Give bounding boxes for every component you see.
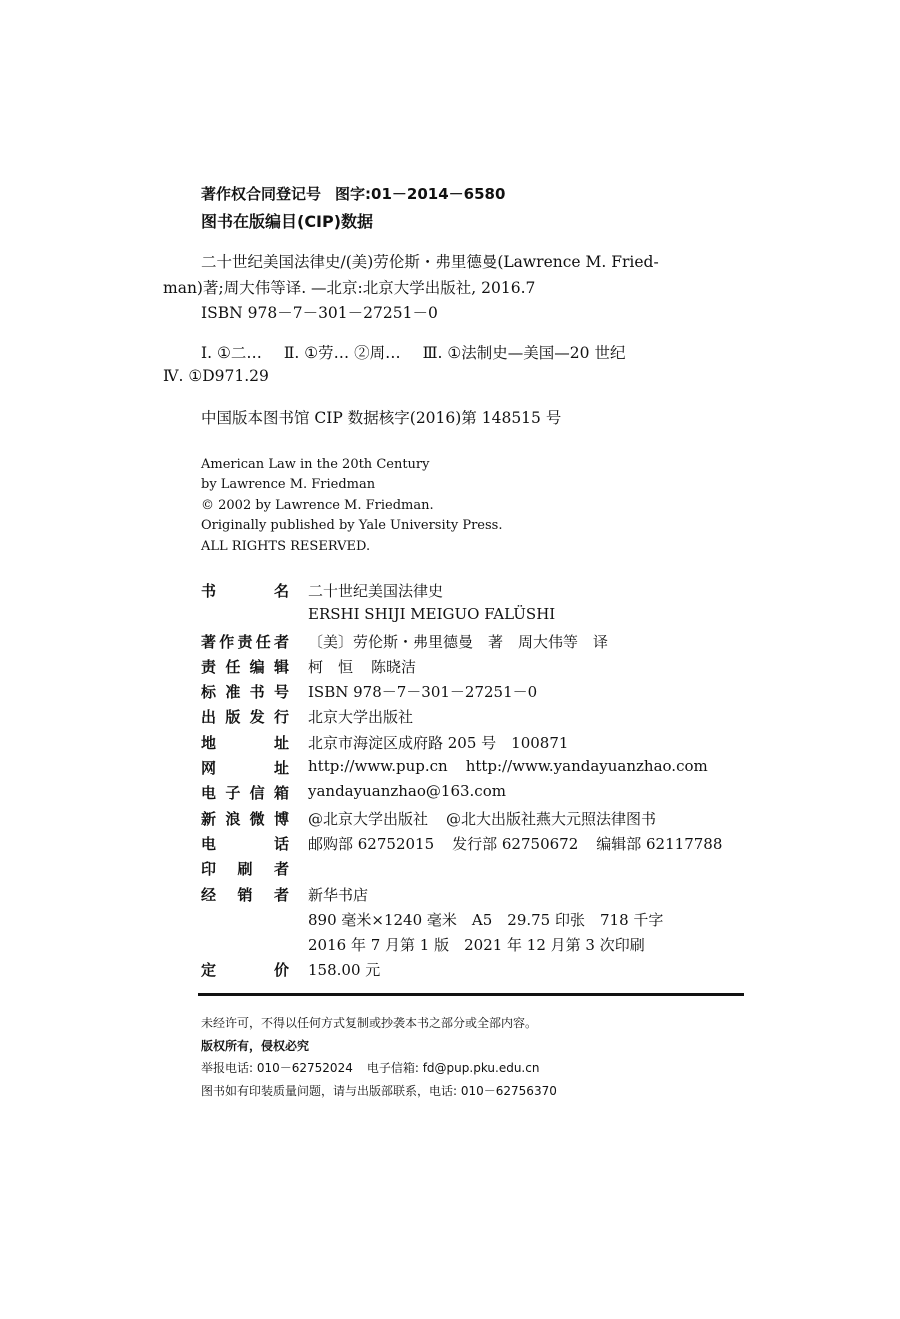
cip-verification: 中国版本图书馆 CIP 数据核字(2016)第 148515 号 — [201, 409, 562, 427]
info-row-price — [201, 959, 761, 984]
phone-label: 电话 — [201, 834, 289, 853]
printer-label: 印刷者 — [201, 860, 289, 879]
registration-label: 著作权合同登记号 — [201, 185, 322, 203]
registration-number: 图字:01－2014－6580 — [335, 185, 506, 203]
phone-1: 邮购部 62752015 — [308, 834, 435, 853]
info-row-publisher — [201, 706, 761, 731]
footer-notices — [201, 1012, 557, 1102]
distributor-value: 新华书店 — [308, 885, 369, 904]
website-link-1: http://www.pup.cn — [308, 757, 448, 776]
publisher-value: 北京大学出版社 — [308, 708, 414, 727]
email-label: 电子信箱 — [201, 784, 289, 803]
cip-isbn: ISBN 978－7－301－27251－0 — [201, 304, 438, 322]
divider-rule — [198, 993, 744, 996]
price-label: 定价 — [201, 961, 289, 980]
info-row-title — [201, 580, 761, 605]
info-row-email — [201, 782, 761, 807]
info-row-distributor — [201, 884, 761, 909]
copyright-registration — [201, 183, 505, 204]
cip-index-1: Ⅰ. ①二… — [201, 344, 262, 362]
footer-notice: 未经许可，不得以任何方式复制或抄袭本书之部分或全部内容。 — [201, 1016, 538, 1030]
editor-2: 陈晓洁 — [371, 657, 417, 676]
website-value — [308, 757, 708, 775]
price-value: 158.00 元 — [308, 961, 381, 980]
cip-index-3: Ⅲ. ①法制史—美国—20 世纪 — [422, 344, 626, 362]
info-row-editor — [201, 656, 761, 681]
editor-value — [308, 656, 416, 677]
english-copyright: © 2002 by Lawrence M. Friedman. — [201, 497, 434, 513]
info-row-website — [201, 757, 761, 782]
info-row-isbn — [201, 681, 761, 706]
email-value: yandayuanzhao@163.com — [308, 782, 506, 801]
english-author: by Lawrence M. Friedman — [201, 477, 376, 493]
address-label: 地址 — [201, 733, 289, 752]
editor-label: 责任编辑 — [201, 657, 289, 676]
weibo-1: @北京大学出版社 — [308, 809, 429, 828]
report-email: 电子信箱: fd@pup.pku.edu.cn — [366, 1061, 540, 1075]
footer-report — [201, 1057, 557, 1080]
cip-heading: 图书在版编目(CIP)数据 — [201, 212, 374, 231]
weibo-value — [308, 808, 656, 829]
editor-1: 柯 恒 — [308, 657, 354, 676]
edition-value: 2016 年 7 月第 1 版 2021 年 12 月第 3 次印刷 — [308, 936, 645, 955]
isbn-label: 标准书号 — [201, 683, 289, 702]
footer-quality: 图书如有印装质量问题，请与出版部联系，电话: 010－62756370 — [201, 1083, 557, 1098]
info-row-spec — [201, 909, 761, 934]
website-link-2: http://www.yandayuanzhao.com — [465, 757, 708, 776]
title-pinyin: ERSHI SHIJI MEIGUO FALÜSHI — [308, 605, 556, 624]
english-title: American Law in the 20th Century — [201, 457, 430, 472]
authors-label: 著作责任者 — [201, 632, 289, 651]
weibo-2: @北大出版社燕大元照法律图书 — [446, 809, 657, 828]
footer-rights: 版权所有，侵权必究 — [201, 1038, 310, 1053]
authors-value: 〔美〕劳伦斯・弗里德曼 著 周大伟等 译 — [308, 632, 609, 651]
english-reserved: ALL RIGHTS RESERVED. — [201, 538, 371, 554]
spec-value: 890 毫米×1240 毫米 A5 29.75 印张 718 千字 — [308, 910, 664, 929]
cip-line-2: man)著;周大伟等译. —北京:北京大学出版社, 2016.7 — [163, 279, 536, 297]
info-row-pinyin — [201, 605, 761, 630]
report-phone: 举报电话: 010－62752024 — [201, 1061, 353, 1075]
info-row-authors — [201, 631, 761, 656]
isbn-value: ISBN 978－7－301－27251－0 — [308, 683, 538, 702]
info-row-weibo — [201, 808, 761, 833]
phone-3: 编辑部 62117788 — [596, 834, 723, 853]
cip-index-line — [201, 341, 625, 363]
distributor-label: 经销者 — [201, 885, 289, 904]
website-label: 网址 — [201, 759, 289, 778]
cip-index-2: Ⅱ. ①劳… ②周… — [283, 344, 401, 362]
address-value: 北京市海淀区成府路 205 号 100871 — [308, 733, 569, 752]
info-row-edition — [201, 934, 761, 959]
weibo-label: 新浪微博 — [201, 809, 289, 828]
english-publisher: Originally published by Yale University Press. — [201, 518, 503, 534]
english-rights-block — [201, 455, 502, 557]
cip-line-1: 二十世纪美国法律史/(美)劳伦斯・弗里德曼(Lawrence M. Fried- — [201, 253, 659, 271]
phone-value — [308, 833, 722, 854]
title-value: 二十世纪美国法律史 — [308, 582, 444, 600]
info-row-printer — [201, 858, 761, 883]
phone-2: 发行部 62750672 — [452, 834, 579, 853]
publisher-label: 出版发行 — [201, 708, 289, 727]
cip-index-line-2: Ⅳ. ①D971.29 — [163, 367, 269, 385]
info-row-address — [201, 732, 761, 757]
book-info-table — [201, 580, 761, 985]
title-label: 书名 — [201, 582, 289, 600]
info-row-phone — [201, 833, 761, 858]
